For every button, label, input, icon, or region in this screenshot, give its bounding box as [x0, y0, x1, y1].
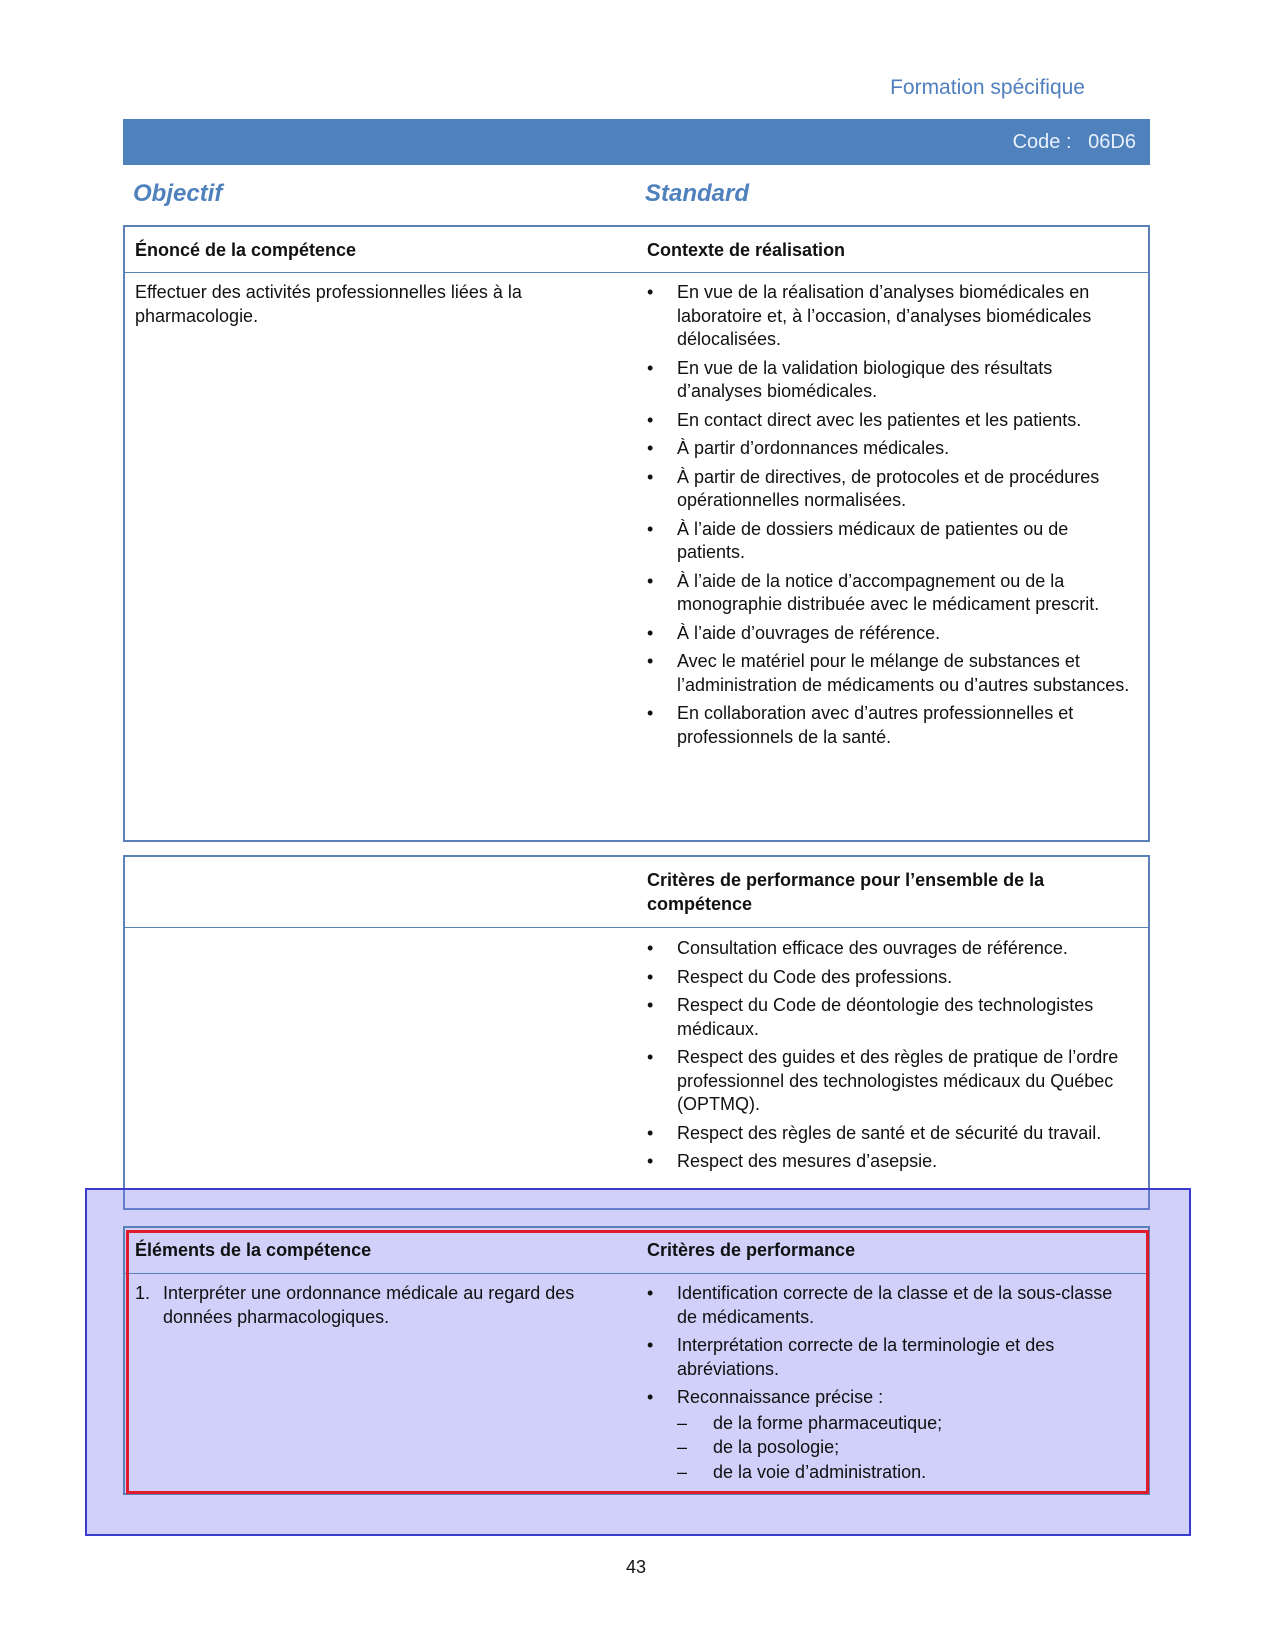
list-item: • En collaboration avec d’autres professionnelles et professionnels de la santé. — [647, 703, 1074, 747]
list-item: – de la voie d’administration. — [677, 1461, 1132, 1485]
page-number: 43 — [626, 1557, 647, 1577]
overall-criteria-list — [647, 937, 1137, 1174]
bullet-icon: • — [647, 651, 654, 671]
list-item: • À l’aide de dossiers médicaux de patientes ou de patients. — [647, 518, 1069, 562]
list-item: • À partir de directives, de protocoles et de procédures opérationnelles normalisées. — [647, 466, 1100, 510]
bullet-icon: • — [647, 995, 654, 1015]
dash-icon: – — [677, 1461, 688, 1482]
list-item: • Respect du Code de déontologie des technologistes médicaux. — [647, 995, 1094, 1039]
bullet-icon: • — [647, 1047, 654, 1067]
competency-code: Code : 06D6 — [1012, 131, 1136, 153]
bullet-icon: • — [647, 622, 654, 643]
list-item: • Respect des règles de santé et de sécurité du travail. — [647, 1122, 1137, 1146]
objectif-heading: Objectif — [133, 180, 223, 207]
elements-column-header: Éléments de la compétence — [135, 1240, 372, 1260]
list-item: – de la posologie; — [677, 1436, 1132, 1460]
list-item: • Respect des mesures d’asepsie. — [647, 1150, 1137, 1174]
bullet-icon: • — [647, 518, 654, 539]
list-item: • Reconnaissance précise : — [647, 1386, 1132, 1410]
context-list — [647, 281, 1132, 749]
context-list-container — [647, 281, 1132, 754]
list-item: • À partir d’ordonnances médicales. — [647, 437, 1132, 461]
bullet-icon: • — [647, 1151, 654, 1171]
list-item: • En vue de la validation biologique des résultats d’analyses biomédicales. — [647, 357, 1053, 401]
list-item: • Consultation efficace des ouvrages de référence. — [647, 937, 1137, 961]
list-item: • À l’aide d’ouvrages de référence. — [647, 622, 1132, 646]
bullet-icon: • — [647, 1387, 654, 1407]
list-item: • En vue de la réalisation d’analyses biomédicales en laboratoire et, à l’occasion, d’analyses biomédicales délocalisées. — [647, 282, 1092, 349]
code-band — [123, 119, 1150, 165]
list-item: – de la forme pharmaceutique; — [677, 1412, 1132, 1436]
overall-criteria-table — [123, 855, 1150, 1210]
list-item: • À l’aide de la notice d’accompagnement ou de la monographie distribuée avec le médicament prescrit. — [647, 570, 1100, 614]
bullet-icon: • — [647, 438, 654, 458]
selected-region-highlight — [126, 1230, 1149, 1494]
statement-column-header: Énoncé de la compétence — [135, 240, 357, 260]
list-item: • Avec le matériel pour le mélange de substances et l’administration de médicaments ou d’autres substances. — [647, 651, 1130, 695]
competency-context-table — [123, 225, 1150, 842]
overall-criteria-column-header: Critères de performance pour l’ensemble de la compétence — [647, 870, 1045, 914]
bullet-icon: • — [647, 1335, 654, 1355]
bullet-icon: • — [647, 409, 654, 430]
criteria-column-header: Critères de performance — [647, 1240, 856, 1260]
element-text: Interpréter une ordonnance médicale au regard des données pharmacologiques. — [163, 1283, 575, 1327]
bullet-icon: • — [647, 570, 654, 591]
bullet-icon: • — [647, 357, 654, 378]
page-header-title: Formation spécifique — [890, 76, 1085, 99]
overall-criteria-list-container — [647, 937, 1137, 1179]
list-item: • Interprétation correcte de la terminologie et des abréviations. — [647, 1335, 1055, 1379]
bullet-icon: • — [647, 282, 654, 302]
bullet-icon: • — [647, 1122, 654, 1143]
dash-icon: – — [677, 1437, 688, 1457]
bullet-icon: • — [647, 703, 654, 723]
competency-statement: Effectuer des activités professionnelles liées à la pharmacologie. — [135, 282, 522, 326]
dash-icon: – — [677, 1412, 688, 1433]
standard-heading: Standard — [645, 180, 750, 207]
element-number: 1. — [135, 1283, 151, 1303]
list-item: • Respect des guides et des règles de pratique de l’ordre professionnel des technologistes médicaux du Québec (OPTMQ). — [647, 1047, 1119, 1114]
list-item: • Respect du Code des professions. — [647, 966, 1137, 990]
table-header — [125, 857, 1148, 928]
bullet-icon: • — [647, 966, 654, 987]
list-item: • Identification correcte de la classe et de la sous-classe de médicaments. — [647, 1283, 1113, 1327]
bullet-icon: • — [647, 466, 654, 487]
table-header — [125, 227, 1148, 273]
context-column-header: Contexte de réalisation — [647, 240, 846, 260]
bullet-icon: • — [647, 1283, 654, 1303]
bullet-icon: • — [647, 938, 654, 958]
list-item: • En contact direct avec les patientes et les patients. — [647, 409, 1132, 433]
